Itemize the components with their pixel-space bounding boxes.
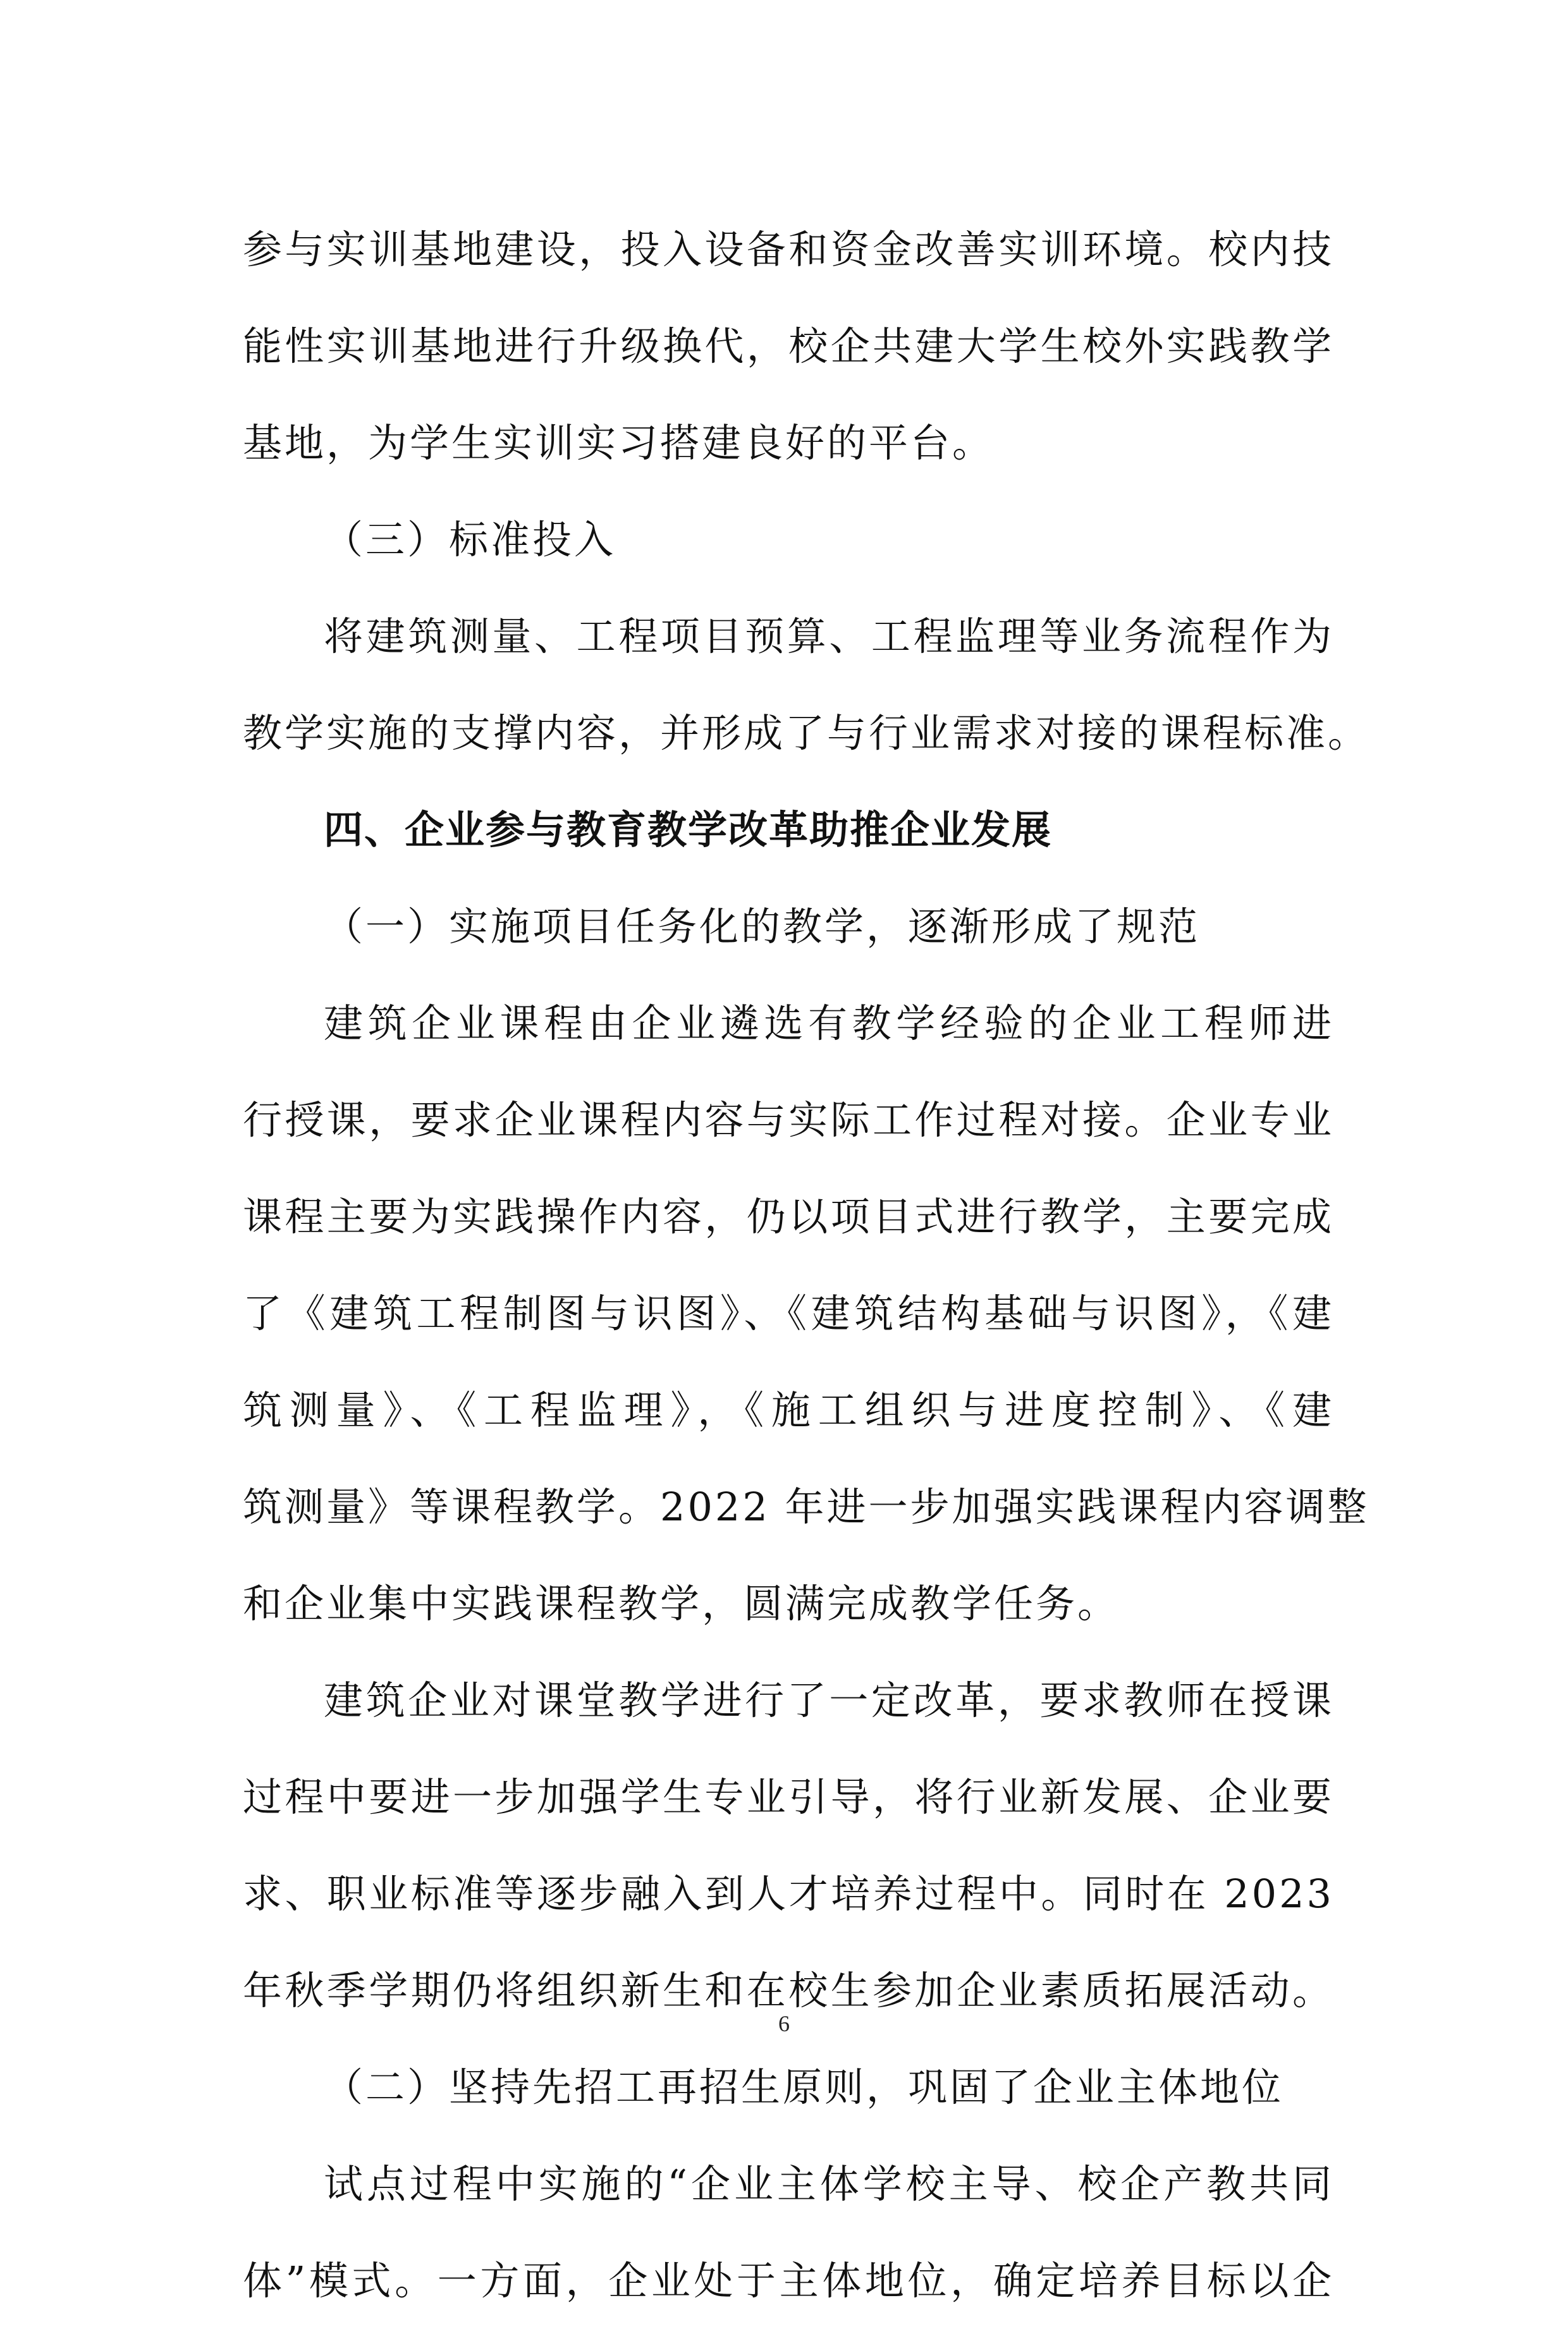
paragraph-line: 教学实施的支撑内容，并形成了与行业需求对接的课程标准。 xyxy=(243,710,1370,756)
paragraph-line: 建筑企业课程由企业遴选有教学经验的企业工程师进 xyxy=(324,1000,1334,1046)
page-number: 6 xyxy=(778,2011,790,2036)
paragraph-line: 了《建筑工程制图与识图》、《建筑结构基础与识图》，《建 xyxy=(243,1290,1334,1336)
subsection-heading: （二）坚持先招工再招生原则，巩固了企业主体地位 xyxy=(324,2064,1284,2110)
paragraph-line: 建筑企业对课堂教学进行了一定改革，要求教师在授课 xyxy=(324,1677,1334,1723)
section-heading: 四、企业参与教育教学改革助推企业发展 xyxy=(324,807,1053,853)
subsection-heading: （三）标准投入 xyxy=(324,517,616,563)
paragraph-line: 筑测量》、《工程监理》，《施工组织与进度控制》、《建 xyxy=(243,1387,1334,1433)
paragraph-line: 年秋季学期仍将组织新生和在校生参加企业素质拓展活动。 xyxy=(243,1967,1334,2014)
paragraph-line: 过程中要进一步加强学生专业引导，将行业新发展、企业要 xyxy=(243,1774,1334,1820)
paragraph-line: 参与实训基地建设，投入设备和资金改善实训环境。校内技 xyxy=(243,226,1334,272)
subsection-heading: （一）实施项目任务化的教学，逐渐形成了规范 xyxy=(324,903,1201,950)
paragraph-line: 课程主要为实践操作内容，仍以项目式进行教学，主要完成 xyxy=(243,1194,1334,1240)
paragraph-line: 行授课，要求企业课程内容与实际工作过程对接。企业专业 xyxy=(243,1097,1334,1143)
paragraph-line: 将建筑测量、工程项目预算、工程监理等业务流程作为 xyxy=(324,613,1334,659)
paragraph-line: 筑测量》等课程教学。2022 年进一步加强实践课程内容调整 xyxy=(243,1484,1369,1530)
paragraph-line: 基地，为学生实训实习搭建良好的平台。 xyxy=(243,420,995,466)
paragraph-line: 能性实训基地进行升级换代，校企共建大学生校外实践教学 xyxy=(243,323,1334,369)
paragraph-line: 求、职业标准等逐步融入到人才培养过程中。同时在 2023 xyxy=(243,1871,1334,1917)
paragraph-line: 体”模式。一方面，企业处于主体地位，确定培养目标以企 xyxy=(243,2258,1334,2304)
paragraph-line: 试点过程中实施的“企业主体学校主导、校企产教共同 xyxy=(324,2161,1334,2207)
paragraph-line: 和企业集中实践课程教学，圆满完成教学任务。 xyxy=(243,1580,1120,1627)
